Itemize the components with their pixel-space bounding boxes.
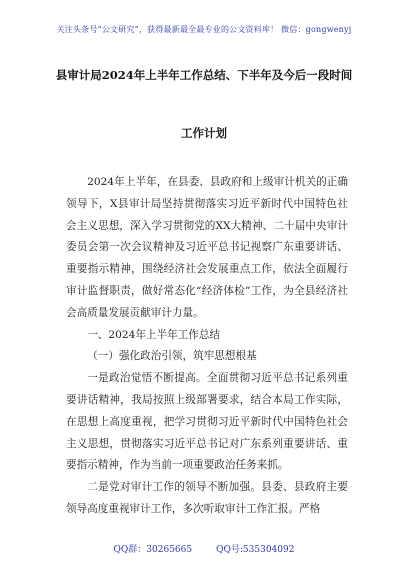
- header-note: 关注头条号“公文研究”，获得最新最全最专业的公文资料库！ 微信：gongwenyj: [56, 25, 352, 34]
- body-paragraph: 一是政治觉悟不断提高。全面贯彻习近平总书记系列重要讲话精神，我局按照上级部署要求，结合本局工作实际，在思想上高度重视，把学习贯彻习近平新时代中国特色社会主义思想，贯彻落实习近平总书记对广东系列重要讲话、重要指示精神，作为当前一项重要政治任务来抓。: [66, 372, 348, 472]
- document-body: [66, 172, 348, 521]
- body-paragraph: 二是党对审计工作的领导不断加强。县委、县政府主要领导高度重视审计工作，多次听取审计工作汇报。严格: [66, 481, 348, 515]
- document-title: 县审计局2024年上半年工作总结、下半年及今后一段时间: [55, 68, 353, 82]
- footer-qq-group: QQ群：30265665: [113, 545, 193, 555]
- subsection-heading: （一）强化政治引领，筑牢思想根基: [87, 350, 257, 363]
- section-heading: 一、2024年上半年工作总结: [87, 328, 221, 341]
- document-title-continued: 工作计划: [181, 126, 227, 140]
- footer-qq-number: QQ号:535304092: [216, 545, 295, 555]
- footer-contact: [0, 542, 408, 555]
- intro-paragraph: 2024年上半年，在县委、县政府和上级审计机关的正确领导下，X县审计局坚持贯彻落实习近平新时代中国特色社会主义思想，深入学习贯彻党的XX大精神、二十届中央审计委员会第一次会议精神及习近平总书记视察广东重要讲话、重要指示精神，围绕经济社会发展重点工作，依法全面履行审计监督职责，做好常态化“经济体检”工作，为全县经济社会高质量发展贡献审计力量。: [66, 176, 348, 319]
